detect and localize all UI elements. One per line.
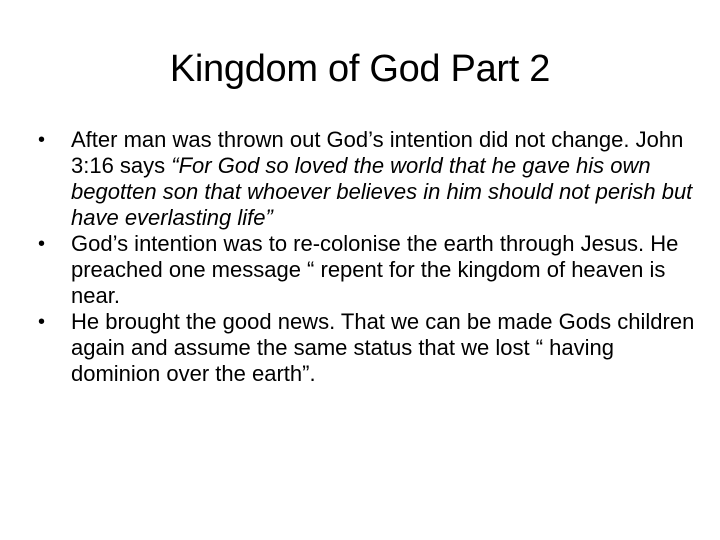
bullet-text-3: He brought the good news. That we can be made Gods children again and assume the same status that we lost “ having dominion over the earth”. bbox=[71, 309, 695, 386]
slide-title: Kingdom of God Part 2 bbox=[169, 48, 551, 90]
bible-quote: “For God so loved the world that he gave his own begotten son that whoever believes in him should not perish but have everlasting life” bbox=[71, 153, 693, 230]
bullet-item-3 bbox=[36, 309, 696, 387]
bullet-glyph: • bbox=[38, 311, 46, 333]
bullet-list bbox=[36, 127, 696, 387]
bullet-item-2 bbox=[36, 231, 696, 309]
bullet-glyph: • bbox=[38, 233, 46, 255]
bullet-glyph: • bbox=[38, 129, 46, 151]
bullet-text-1: After man was thrown out God’s intention did not change. John 3:16 says bbox=[71, 127, 684, 178]
bullet-item-1 bbox=[36, 127, 696, 231]
bullet-text-2: God’s intention was to re-colonise the earth through Jesus. He preached one message “ repent for the kingdom of heaven is near. bbox=[71, 231, 679, 308]
